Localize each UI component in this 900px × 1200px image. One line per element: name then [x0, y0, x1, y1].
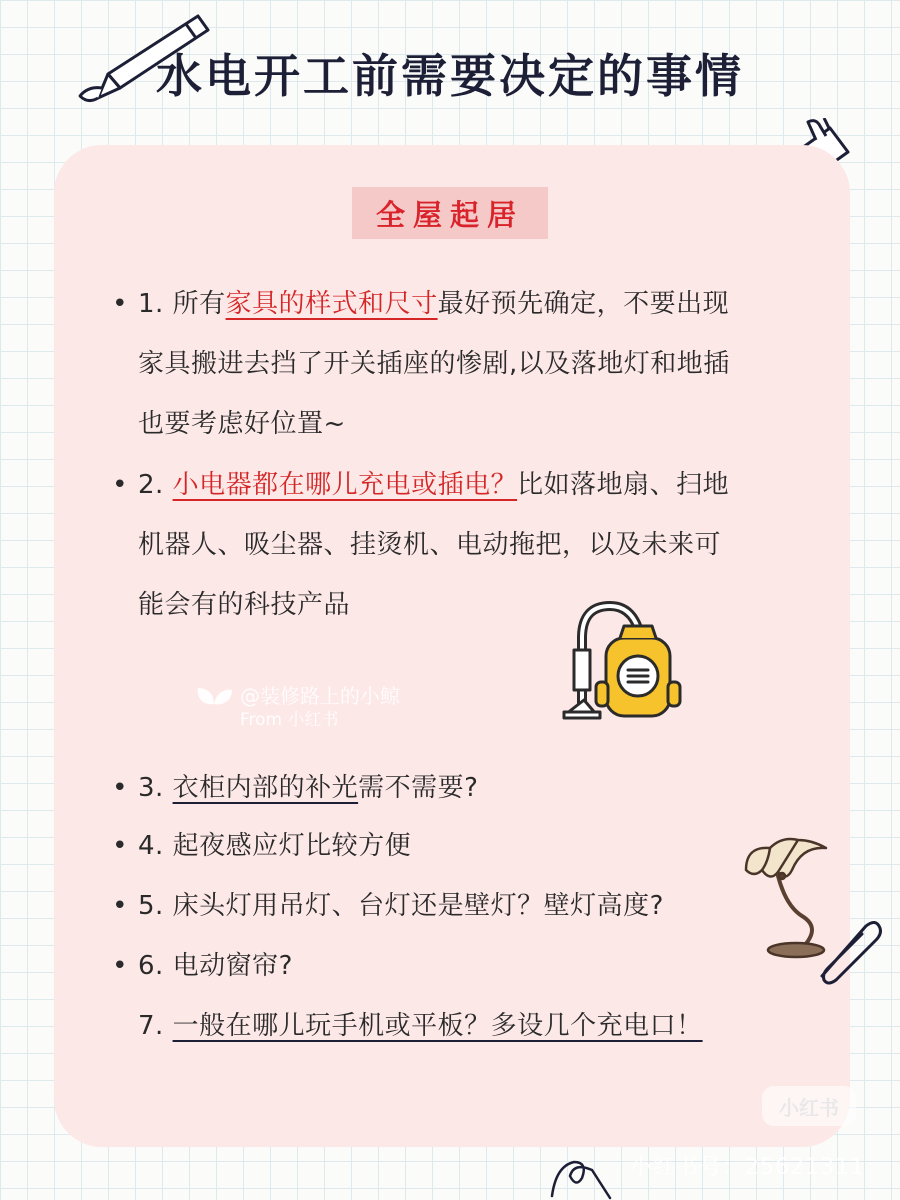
pen-icon: [68, 6, 218, 106]
highlight-text: 衣柜内部的补光: [172, 773, 359, 803]
list-item: [110, 758, 810, 818]
account-id: 小红书号：25621311: [630, 1155, 865, 1180]
list-item: [110, 876, 810, 936]
highlight-text: 小电器都在哪儿充电或插电？: [172, 470, 518, 500]
doodle-icon: [548, 1158, 618, 1200]
list-item: [110, 996, 810, 1056]
watermark: [240, 684, 400, 732]
item-line: [110, 758, 810, 818]
item-text: 3.: [138, 773, 173, 803]
watermark-handle: @装修路上的小鲸: [240, 684, 400, 708]
paperclip-icon: [812, 918, 884, 986]
item-line: 家具搬进去挡了开关插座的惨剧,以及落地灯和地插: [138, 349, 730, 379]
item-line: 6. 电动窗帘?: [138, 951, 293, 981]
item-line: [110, 274, 810, 334]
item-text: 最好预先确定，不要出现: [437, 289, 730, 319]
highlight-text: 一般在哪儿玩手机或平板？多设几个充电口！: [172, 1011, 703, 1041]
item-text: 1. 所有: [138, 289, 226, 319]
leaf-logo-icon: [194, 684, 234, 728]
list-item: [110, 816, 810, 876]
bullet: •: [112, 773, 128, 803]
list-item: [110, 936, 810, 996]
page-title: 水电开工前需要决定的事情: [156, 49, 744, 103]
vacuum-cleaner-icon: [560, 600, 686, 720]
highlight-text: 家具的样式和尺寸: [225, 289, 438, 319]
item-line: 5. 床头灯用吊灯、台灯还是壁灯？壁灯高度?: [138, 891, 664, 921]
watermark-source: From 小红书: [240, 710, 339, 730]
list-item: [110, 455, 810, 635]
item-line: 也要考虑好位置~: [138, 409, 346, 439]
list-item: [110, 274, 810, 454]
item-text: 比如落地扇、扫地: [517, 470, 730, 500]
item-text: 7.: [138, 1011, 173, 1041]
bullet: •: [112, 891, 128, 921]
item-line: 机器人、吸尘器、挂烫机、电动拖把，以及未来可: [138, 530, 722, 560]
bullet: •: [112, 951, 128, 981]
section-tag: 全屋起居: [352, 187, 548, 239]
item-line: [110, 455, 810, 515]
bullet: •: [112, 470, 128, 500]
item-line: 能会有的科技产品: [138, 590, 351, 620]
bullet: •: [112, 289, 128, 319]
bullet: •: [112, 831, 128, 861]
item-text: 2.: [138, 470, 173, 500]
item-line: 4. 起夜感应灯比较方便: [138, 831, 412, 861]
item-text: 需不需要?: [358, 773, 479, 803]
brand-badge: 小红书: [762, 1086, 856, 1126]
item-line: [110, 996, 810, 1056]
